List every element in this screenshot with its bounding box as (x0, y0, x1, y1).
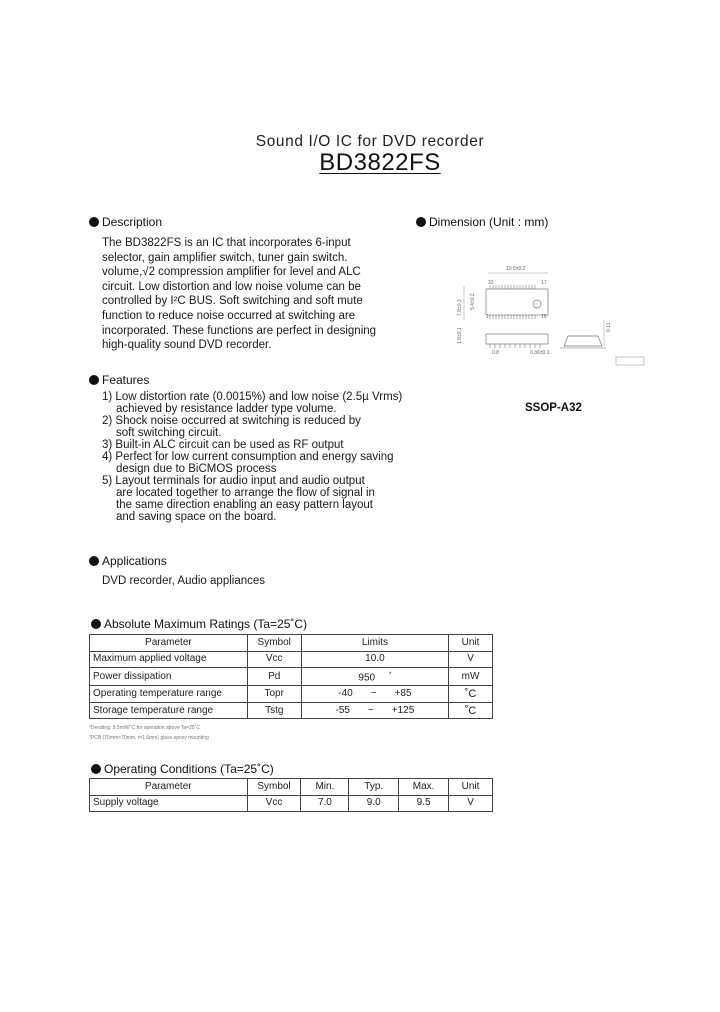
table-header-row (90, 635, 493, 652)
description-line: controlled by I²C BUS. Soft switching and soft mute (102, 295, 363, 308)
feature-line: are located together to arrange the flow of signal in (116, 487, 375, 499)
unit-cell: ˚C (449, 686, 493, 703)
limit-dash: ~ (370, 688, 377, 700)
col-parameter: Parameter (90, 779, 248, 796)
typ-cell: 9.0 (349, 795, 399, 812)
pin-1-label: 1 (486, 314, 489, 320)
description-body (102, 236, 376, 353)
body-label: 5.4±0.2 (470, 293, 476, 310)
applications-text: DVD recorder, Audio appliances (102, 575, 266, 587)
symbol-cell: Tstg (247, 702, 301, 719)
footnote-mark: * (389, 672, 392, 678)
symbol-cell: Pd (247, 668, 301, 686)
op-cond-table (89, 778, 493, 812)
bullet-icon (91, 764, 101, 774)
table-row (90, 651, 493, 668)
bullet-icon (416, 217, 426, 227)
limit-cell (301, 686, 448, 703)
description-line: The BD3822FS is an IC that incorporates 6-input (102, 237, 351, 249)
feature-line: and saving space on the board. (116, 511, 277, 523)
col-parameter: Parameter (90, 635, 248, 652)
col-min: Min. (301, 779, 349, 796)
description-heading (89, 215, 162, 229)
bullet-icon (89, 556, 99, 566)
unit-cell: V (449, 795, 493, 812)
limit-cell (301, 668, 448, 686)
document-title: Sound I/O IC for DVD recorder (255, 133, 485, 150)
col-symbol: Symbol (247, 635, 301, 652)
description-heading-text: Description (102, 215, 163, 229)
symbol-cell: Vcc (247, 795, 301, 812)
col-unit: Unit (449, 635, 493, 652)
applications-heading-text: Applications (102, 554, 167, 568)
part-number-text: BD3822FS (319, 149, 441, 176)
table-row (90, 795, 493, 812)
feature-line: the same direction enabling an easy pattern layout (116, 499, 373, 511)
pin-17-label: 17 (541, 280, 547, 286)
abs-max-heading-text: Absolute Maximum Ratings (Ta=25˚C) (104, 617, 308, 631)
dimension-heading-text: Dimension (Unit : mm) (429, 215, 549, 229)
lead-label: 0.36±0.1 (530, 350, 550, 356)
features-list (102, 391, 402, 523)
table-row (90, 702, 493, 719)
table-row (90, 686, 493, 703)
features-heading-text: Features (102, 373, 150, 387)
limit-dash: ~ (367, 704, 374, 716)
package-dimension-drawing (440, 258, 650, 370)
limit-cell: 10.0 (301, 651, 448, 668)
unit-cell: mW (449, 668, 493, 686)
side-label: 0.11 (606, 322, 612, 332)
thick-label: 1.8±0.1 (457, 327, 463, 344)
param-cell: Maximum applied voltage (90, 651, 248, 668)
width-label: 13.6±0.2 (506, 266, 526, 272)
pin-32-label: 32 (488, 280, 494, 286)
abs-max-table (89, 634, 493, 719)
description-line: high-quality sound DVD recorder. (102, 339, 272, 352)
symbol-cell: Topr (247, 686, 301, 703)
part-number (0, 149, 720, 177)
pin-16-label: 16 (541, 314, 547, 320)
feature-line: achieved by resistance ladder type volume. (116, 403, 337, 415)
feature-line: soft switching circuit. (116, 427, 222, 439)
description-line: selector, gain amplifier switch, tuner gain switch. (102, 251, 348, 264)
description-line: incorporated. These functions are perfect in designing (102, 324, 377, 337)
symbol-cell: Vcc (247, 651, 301, 668)
limit-max: +85 (394, 688, 412, 700)
unit-cell: V (449, 651, 493, 668)
height-label: 7.8±0.3 (457, 299, 463, 316)
col-unit: Unit (449, 779, 493, 796)
footnote: *PCB (70mm×70mm, t=1.6mm) glass epoxy mounting (89, 735, 209, 741)
description-line: circuit. Low distortion and low noise volume can be (102, 280, 361, 293)
limit-cell (301, 702, 448, 719)
col-symbol: Symbol (247, 779, 301, 796)
features-heading (89, 373, 149, 387)
description-line: volume,√2 compression amplifier for level and ALC (102, 266, 361, 279)
param-cell: Power dissipation (90, 668, 248, 686)
dimension-heading (416, 215, 548, 229)
feature-line: 3) Built-in ALC circuit can be used as RF output (102, 439, 344, 451)
pitch-label: 0.8 (492, 350, 499, 356)
table-row (90, 668, 493, 686)
footnote: *Derating: 9.5mW/˚C for operation above Ta=25˚C (89, 725, 200, 731)
param-cell: Operating temperature range (90, 686, 248, 703)
col-limits: Limits (301, 635, 448, 652)
limit-min: -55 (335, 704, 350, 716)
unit-cell: ˚C (449, 702, 493, 719)
min-cell: 7.0 (301, 795, 349, 812)
applications-heading (89, 554, 167, 568)
op-cond-heading (91, 762, 274, 776)
table-header-row (90, 779, 493, 796)
limit-min: -40 (338, 688, 353, 700)
bullet-icon (91, 619, 101, 629)
max-cell: 9.5 (399, 795, 449, 812)
feature-line: 2) Shock noise occurred at switching is reduced by (102, 415, 361, 427)
abs-max-notes (89, 723, 209, 743)
limit-value: 950 (358, 672, 376, 684)
op-cond-heading-text: Operating Conditions (Ta=25˚C) (104, 762, 274, 776)
param-cell: Supply voltage (90, 795, 248, 812)
feature-line: 4) Perfect for low current consumption and energy saving (102, 451, 394, 463)
feature-line: 1) Low distortion rate (0.0015%) and low noise (2.5µ Vrms) (102, 391, 403, 403)
description-line: function to reduce noise occurred at switching are (102, 309, 356, 322)
col-max: Max. (399, 779, 449, 796)
col-typ: Typ. (349, 779, 399, 796)
feature-line: design due to BiCMOS process (116, 463, 277, 475)
bullet-icon (89, 375, 99, 385)
bullet-icon (89, 217, 99, 227)
package-name: SSOP-A32 (525, 402, 582, 414)
feature-line: 5) Layout terminals for audio input and audio output (102, 475, 365, 487)
limit-max: +125 (391, 704, 415, 716)
param-cell: Storage temperature range (90, 702, 248, 719)
abs-max-heading (91, 617, 307, 631)
